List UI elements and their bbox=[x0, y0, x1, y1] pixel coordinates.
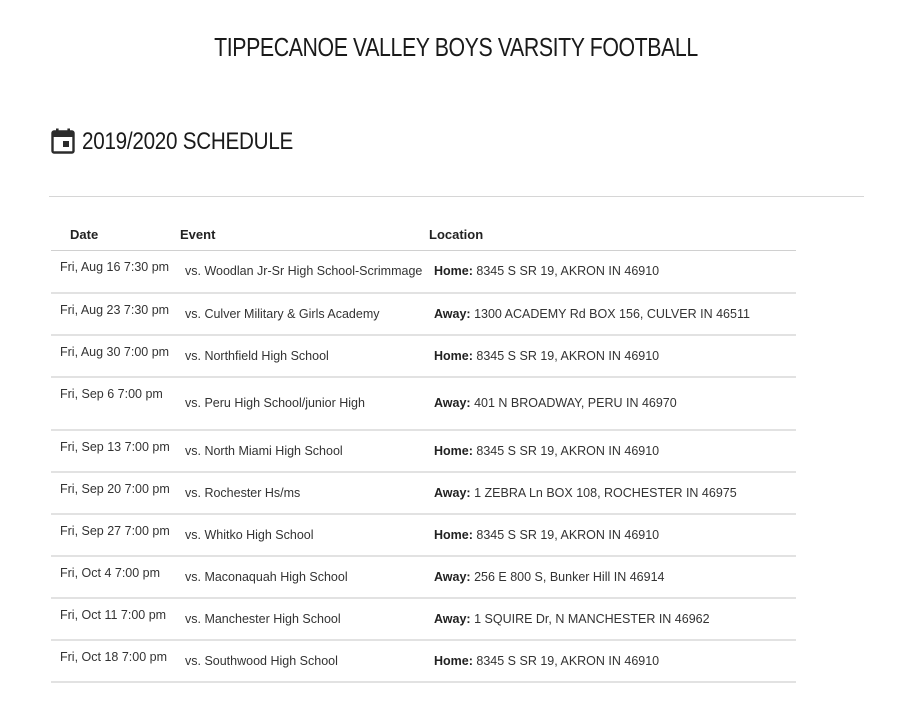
table-row bbox=[51, 514, 796, 556]
game-event: vs. Northfield High School bbox=[176, 335, 428, 377]
game-event: vs. Southwood High School bbox=[176, 640, 428, 682]
game-date: Fri, Aug 23 7:30 pm bbox=[51, 293, 176, 335]
location-kind: Away: bbox=[434, 611, 471, 626]
game-event: vs. Rochester Hs/ms bbox=[176, 472, 428, 514]
calendar-icon bbox=[51, 128, 75, 154]
game-location bbox=[428, 377, 796, 430]
game-location bbox=[428, 514, 796, 556]
location-kind: Home: bbox=[434, 443, 473, 458]
game-location bbox=[428, 556, 796, 598]
location-kind: Home: bbox=[434, 348, 473, 363]
game-date: Fri, Oct 18 7:00 pm bbox=[51, 640, 176, 682]
schedule-title: 2019/2020 SCHEDULE bbox=[82, 128, 294, 155]
game-location bbox=[428, 640, 796, 682]
location-address: 401 N BROADWAY, PERU IN 46970 bbox=[474, 396, 677, 410]
location-address: 1300 ACADEMY Rd BOX 156, CULVER IN 46511 bbox=[474, 306, 750, 321]
column-header-event: Event bbox=[176, 218, 428, 251]
table-row bbox=[51, 472, 796, 514]
location-address: 8345 S SR 19, AKRON IN 46910 bbox=[476, 264, 660, 279]
location-address: 8345 S SR 19, AKRON IN 46910 bbox=[476, 653, 660, 668]
table-row bbox=[51, 251, 796, 293]
schedule-header bbox=[51, 126, 327, 158]
game-date: Fri, Sep 6 7:00 pm bbox=[51, 377, 176, 430]
game-location bbox=[428, 335, 796, 377]
game-date: Fri, Aug 16 7:30 pm bbox=[51, 251, 176, 293]
location-address: 8345 S SR 19, AKRON IN 46910 bbox=[476, 443, 660, 458]
location-address: 8345 S SR 19, AKRON IN 46910 bbox=[476, 348, 660, 363]
table-row bbox=[51, 598, 796, 640]
game-event: vs. North Miami High School bbox=[176, 430, 428, 472]
game-location bbox=[428, 598, 796, 640]
table-row bbox=[51, 430, 796, 472]
table-row bbox=[51, 640, 796, 682]
location-kind: Away: bbox=[434, 485, 471, 500]
table-header-row bbox=[51, 218, 796, 251]
location-kind: Home: bbox=[434, 264, 473, 279]
game-event: vs. Whitko High School bbox=[176, 514, 428, 556]
game-date: Fri, Sep 13 7:00 pm bbox=[51, 430, 176, 472]
game-date: Fri, Oct 11 7:00 pm bbox=[51, 598, 176, 640]
page-title: TIPPECANOE VALLEY BOYS VARSITY FOOTBALL bbox=[214, 32, 698, 62]
game-date: Fri, Sep 27 7:00 pm bbox=[51, 514, 176, 556]
table-row bbox=[51, 335, 796, 377]
game-event: vs. Maconaquah High School bbox=[176, 556, 428, 598]
column-header-location: Location bbox=[428, 218, 796, 251]
game-event: vs. Peru High School/junior High bbox=[176, 377, 428, 430]
location-address: 1 ZEBRA Ln BOX 108, ROCHESTER IN 46975 bbox=[474, 485, 737, 500]
section-divider bbox=[49, 196, 864, 197]
game-location bbox=[428, 251, 796, 293]
game-date: Fri, Oct 4 7:00 pm bbox=[51, 556, 176, 598]
location-kind: Away: bbox=[434, 396, 471, 410]
game-location bbox=[428, 293, 796, 335]
table-row bbox=[51, 377, 796, 430]
game-location bbox=[428, 472, 796, 514]
table-row bbox=[51, 556, 796, 598]
game-event: vs. Woodlan Jr-Sr High School-Scrimmage bbox=[176, 251, 428, 293]
location-address: 1 SQUIRE Dr, N MANCHESTER IN 46962 bbox=[474, 611, 710, 626]
table-row bbox=[51, 293, 796, 335]
location-kind: Away: bbox=[434, 306, 471, 321]
location-kind: Home: bbox=[434, 653, 473, 668]
game-event: vs. Manchester High School bbox=[176, 598, 428, 640]
game-location bbox=[428, 430, 796, 472]
schedule-table bbox=[51, 218, 796, 683]
location-kind: Home: bbox=[434, 527, 473, 542]
game-date: Fri, Aug 30 7:00 pm bbox=[51, 335, 176, 377]
location-address: 256 E 800 S, Bunker Hill IN 46914 bbox=[474, 569, 665, 584]
column-header-date: Date bbox=[51, 218, 176, 251]
location-kind: Away: bbox=[434, 569, 471, 584]
game-event: vs. Culver Military & Girls Academy bbox=[176, 293, 428, 335]
location-address: 8345 S SR 19, AKRON IN 46910 bbox=[476, 527, 660, 542]
game-date: Fri, Sep 20 7:00 pm bbox=[51, 472, 176, 514]
